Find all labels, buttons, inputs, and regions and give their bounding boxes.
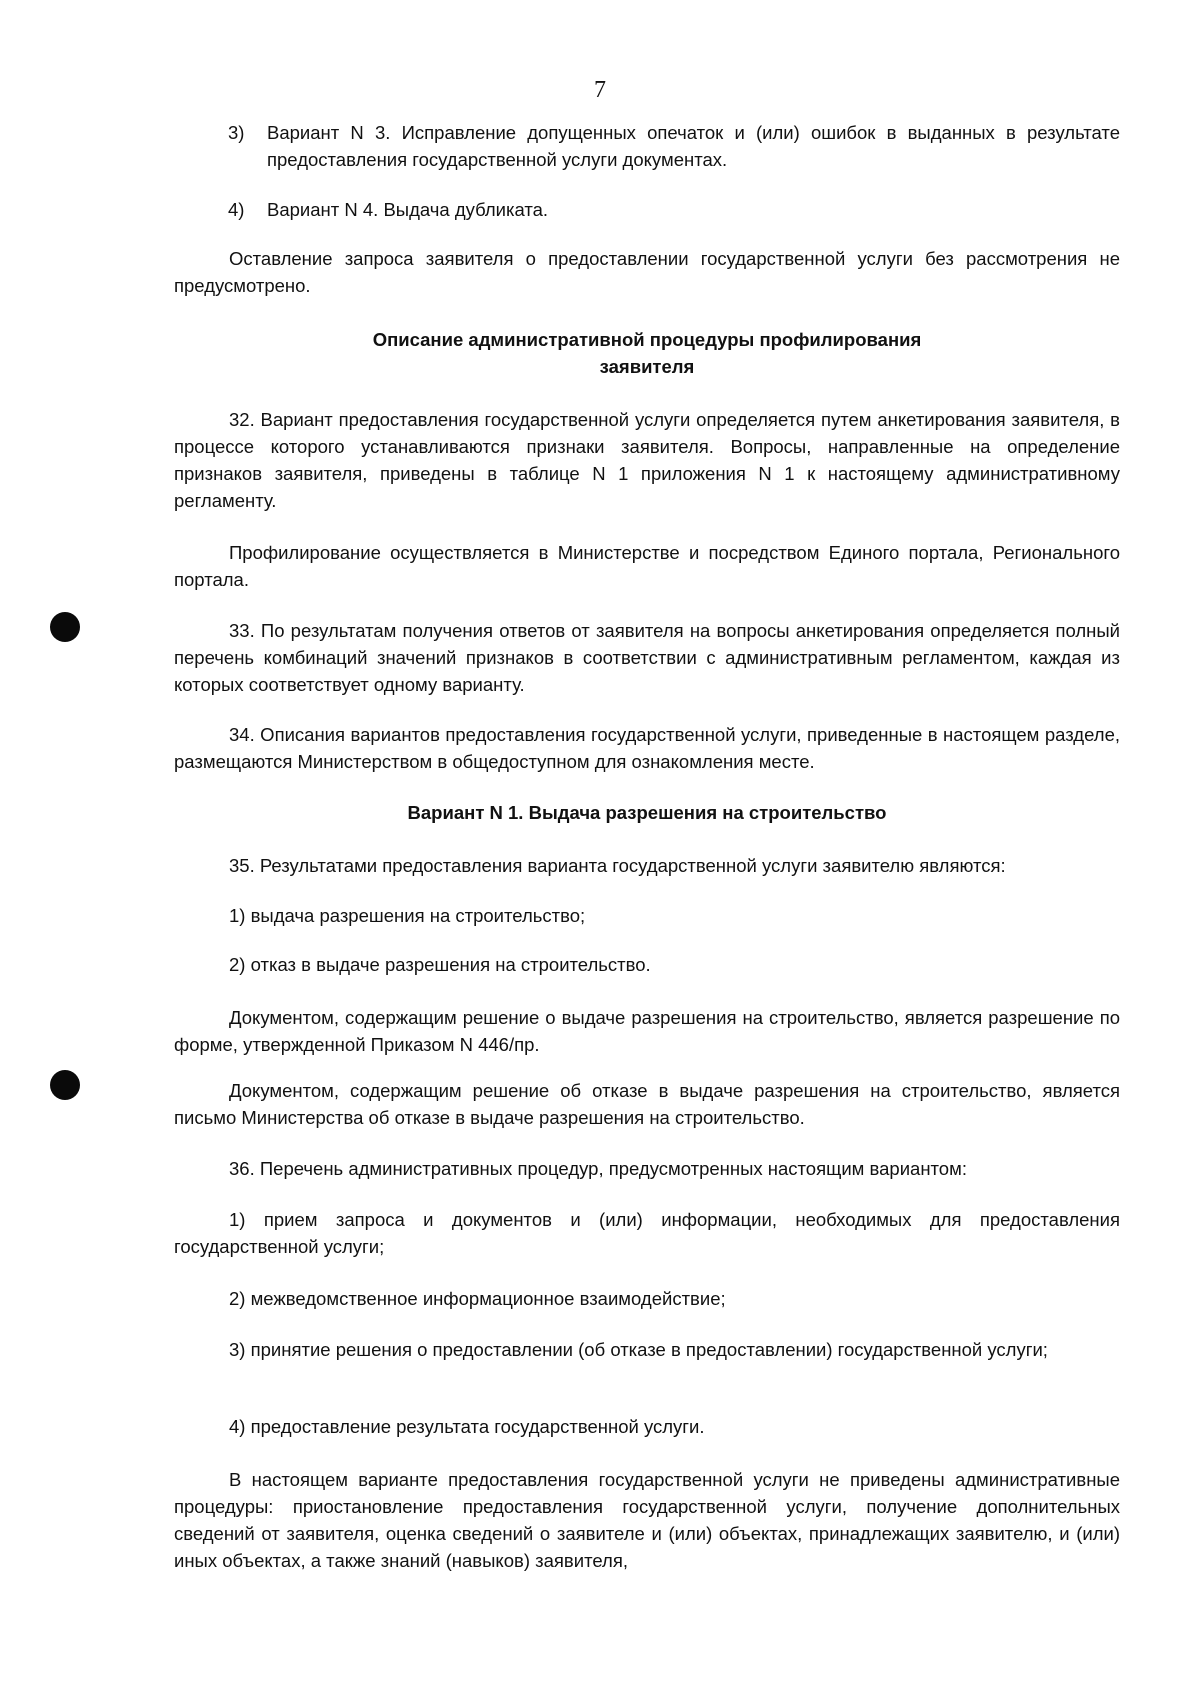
- punch-hole-bottom: [50, 1070, 80, 1100]
- paragraph-last: В настоящем варианте предоставления государственной услуги не приведены административные процедуры: приостановление предоставления государственной услуги, получение дополнительных сведений от заявителя, оценка сведений о заявителе и (или) объектах, принадлежащих заявителю, и (или) иных объектах, а также знаний (навыков) заявителя,: [174, 1469, 1120, 1571]
- list-item-number: 4): [228, 199, 245, 220]
- paragraph-36: 36. Перечень административных процедур, предусмотренных настоящим вариантом:: [229, 1158, 967, 1179]
- paragraph-no-review: Оставление запроса заявителя о предоставлении государственной услуги без рассмотрения не предусмотрено.: [174, 248, 1120, 296]
- paragraph-doc-issue: Документом, содержащим решение о выдаче разрешения на строительство, является разрешение по форме, утвержденной Приказом N 446/пр.: [174, 1007, 1120, 1055]
- paragraph-doc-refusal: Документом, содержащим решение об отказе в выдаче разрешения на строительство, является письмо Министерства об отказе в выдаче разрешения на строительство.: [174, 1080, 1120, 1128]
- paragraph: [174, 539, 1120, 593]
- paragraph: [174, 852, 1120, 879]
- paragraph-35-1: 1) выдача разрешения на строительство;: [229, 905, 586, 926]
- paragraph-profiling: Профилирование осуществляется в Министерстве и посредством Единого портала, Регионального портала.: [174, 542, 1120, 590]
- paragraph: [174, 1206, 1120, 1260]
- paragraph: [174, 406, 1120, 514]
- paragraph: [174, 617, 1120, 698]
- paragraph-36-3: 3) принятие решения о предоставлении (об отказе в предоставлении) государственной услуги;: [229, 1339, 1048, 1360]
- paragraph-36-1: 1) прием запроса и документов и (или) информации, необходимых для предоставления государственной услуги;: [174, 1209, 1120, 1257]
- paragraph: [174, 1413, 1120, 1440]
- paragraph-36-4: 4) предоставление результата государственной услуги.: [229, 1416, 705, 1437]
- paragraph: [174, 1155, 1120, 1182]
- paragraph: [174, 1285, 1120, 1312]
- section-heading: [174, 326, 1120, 380]
- punch-hole-top: [50, 612, 80, 642]
- list-item-text: Вариант N 4. Выдача дубликата.: [267, 199, 549, 220]
- paragraph-35: 35. Результатами предоставления варианта государственной услуги заявителю являются:: [229, 855, 1006, 876]
- page-number: 7: [594, 77, 606, 103]
- paragraph-36-2: 2) межведомственное информационное взаимодействие;: [229, 1288, 726, 1309]
- paragraph-35-2: 2) отказ в выдаче разрешения на строительство.: [229, 954, 651, 975]
- paragraph: [174, 1336, 1120, 1363]
- paragraph-33: 33. По результатам получения ответов от заявителя на вопросы анкетирования определяется полный перечень комбинаций значений признаков в соответствии с административным регламентом, каждая из которых соответствует одному варианту.: [174, 620, 1120, 695]
- list-item: [174, 119, 1120, 173]
- heading-profiling-line2: заявителя: [599, 356, 695, 377]
- list-item-number: 3): [228, 122, 245, 143]
- section-heading: [174, 799, 1120, 826]
- paragraph: [174, 245, 1120, 299]
- list-item-text: Вариант N 3. Исправление допущенных опечаток и (или) ошибок в выданных в результате предоставления государственной услуги документах.: [267, 122, 1120, 170]
- paragraph: [174, 1466, 1120, 1574]
- heading-variant-1: Вариант N 1. Выдача разрешения на строительство: [407, 802, 887, 823]
- paragraph: [174, 721, 1120, 775]
- paragraph-34: 34. Описания вариантов предоставления государственной услуги, приведенные в настоящем разделе, размещаются Министерством в общедоступном для ознакомления месте.: [174, 724, 1120, 772]
- paragraph: [174, 1077, 1120, 1131]
- heading-profiling-line1: Описание административной процедуры профилирования: [372, 329, 922, 350]
- list-item: [174, 196, 1120, 223]
- paragraph: [174, 902, 1120, 929]
- paragraph: [174, 951, 1120, 978]
- paragraph: [174, 1004, 1120, 1058]
- paragraph-32: 32. Вариант предоставления государственной услуги определяется путем анкетирования заявителя, в процессе которого устанавливаются признаки заявителя. Вопросы, направленные на определение признаков заявителя, приведены в таблице N 1 приложения N 1 к настоящему административному регламенту.: [174, 409, 1120, 511]
